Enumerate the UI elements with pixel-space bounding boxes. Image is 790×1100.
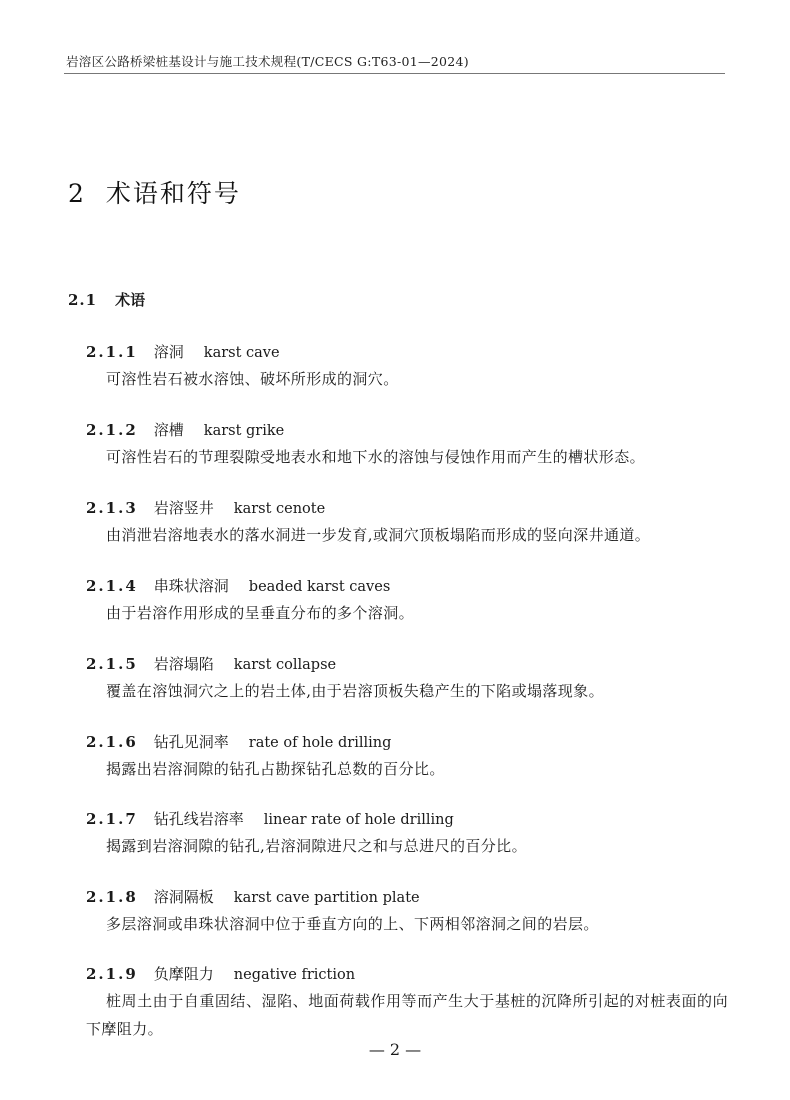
clause-number: 2.1.4 <box>86 577 138 595</box>
clause-head <box>86 496 726 521</box>
clause-definition: 由消泄岩溶地表水的落水洞进一步发育,或洞穴顶板塌陷而形成的竖向深井通道。 <box>106 526 651 544</box>
section-number: 2.1 <box>68 291 98 309</box>
clause-term: 溶槽 <box>153 421 184 439</box>
clause-definition: 揭露出岩溶洞隙的钻孔占勘探钻孔总数的百分比。 <box>106 760 445 778</box>
clause-head <box>86 652 726 677</box>
clause-english-term: karst cenote <box>233 501 326 517</box>
running-header: 岩溶区公路桥梁桩基设计与施工技术规程(T/CECS G:T63-01—2024) <box>66 54 469 69</box>
clause-head <box>86 885 726 910</box>
clause-definition: 桩周土由于自重固结、湿陷、地面荷载作用等而产生大于基桩的沉降所引起的对桩表面的向下摩阻力。 <box>86 992 728 1038</box>
clause-definition: 由于岩溶作用形成的呈垂直分布的多个溶洞。 <box>106 604 415 622</box>
chapter-title <box>68 174 241 210</box>
term-clause <box>86 962 726 1043</box>
clause-head <box>86 730 726 755</box>
chapter-name: 术语和符号 <box>105 179 241 208</box>
clause-head <box>86 340 726 365</box>
clause-english-term: beaded karst caves <box>248 579 391 595</box>
clause-term: 溶洞 <box>153 343 184 361</box>
section-title: 术语 <box>115 291 146 309</box>
term-clause <box>86 730 726 783</box>
clause-term: 负摩阻力 <box>153 965 214 983</box>
clause-english-term: karst cave partition plate <box>233 890 420 906</box>
clause-definition: 多层溶洞或串珠状溶洞中位于垂直方向的上、下两相邻溶洞之间的岩层。 <box>106 915 599 933</box>
clause-number: 2.1.5 <box>86 655 138 673</box>
clause-number: 2.1.6 <box>86 733 138 751</box>
clause-number: 2.1.1 <box>86 343 138 361</box>
clause-definition: 可溶性岩石的节理裂隙受地表水和地下水的溶蚀与侵蚀作用而产生的槽状形态。 <box>106 448 646 466</box>
section-heading <box>68 289 145 310</box>
term-clause <box>86 340 726 393</box>
clause-definition: 揭露到岩溶洞隙的钻孔,岩溶洞隙进尺之和与总进尺的百分比。 <box>106 837 527 855</box>
header-divider <box>64 73 725 74</box>
clause-term: 溶洞隔板 <box>153 888 214 906</box>
clause-head <box>86 807 726 832</box>
clause-term: 岩溶竖井 <box>153 499 214 517</box>
clause-term: 钻孔线岩溶率 <box>153 810 244 828</box>
clause-term: 岩溶塌陷 <box>153 655 214 673</box>
page-number: — 2 — <box>368 1040 422 1059</box>
clause-english-term: karst grike <box>203 423 285 439</box>
clause-term: 钻孔见洞率 <box>153 733 229 751</box>
clause-head <box>86 574 726 599</box>
clause-number: 2.1.8 <box>86 888 138 906</box>
chapter-number: 2 <box>68 179 84 208</box>
clause-head <box>86 962 726 987</box>
clause-definition: 覆盖在溶蚀洞穴之上的岩土体,由于岩溶顶板失稳产生的下陷或塌落现象。 <box>106 682 604 700</box>
term-clause <box>86 418 726 471</box>
clause-head <box>86 418 726 443</box>
term-clause <box>86 574 726 627</box>
term-clause <box>86 652 726 705</box>
term-clause <box>86 885 726 938</box>
clause-term: 串珠状溶洞 <box>153 577 229 595</box>
clause-number: 2.1.9 <box>86 965 138 983</box>
clause-number: 2.1.7 <box>86 810 138 828</box>
term-clause <box>86 496 726 549</box>
clause-english-term: rate of hole drilling <box>248 735 392 751</box>
clause-definition: 可溶性岩石被水溶蚀、破坏所形成的洞穴。 <box>106 370 399 388</box>
clause-number: 2.1.2 <box>86 421 138 439</box>
clause-english-term: karst collapse <box>233 657 337 673</box>
term-clause <box>86 807 726 860</box>
clause-english-term: negative friction <box>233 967 356 983</box>
clause-english-term: linear rate of hole drilling <box>263 812 454 828</box>
clause-number: 2.1.3 <box>86 499 138 517</box>
clause-english-term: karst cave <box>203 345 280 361</box>
